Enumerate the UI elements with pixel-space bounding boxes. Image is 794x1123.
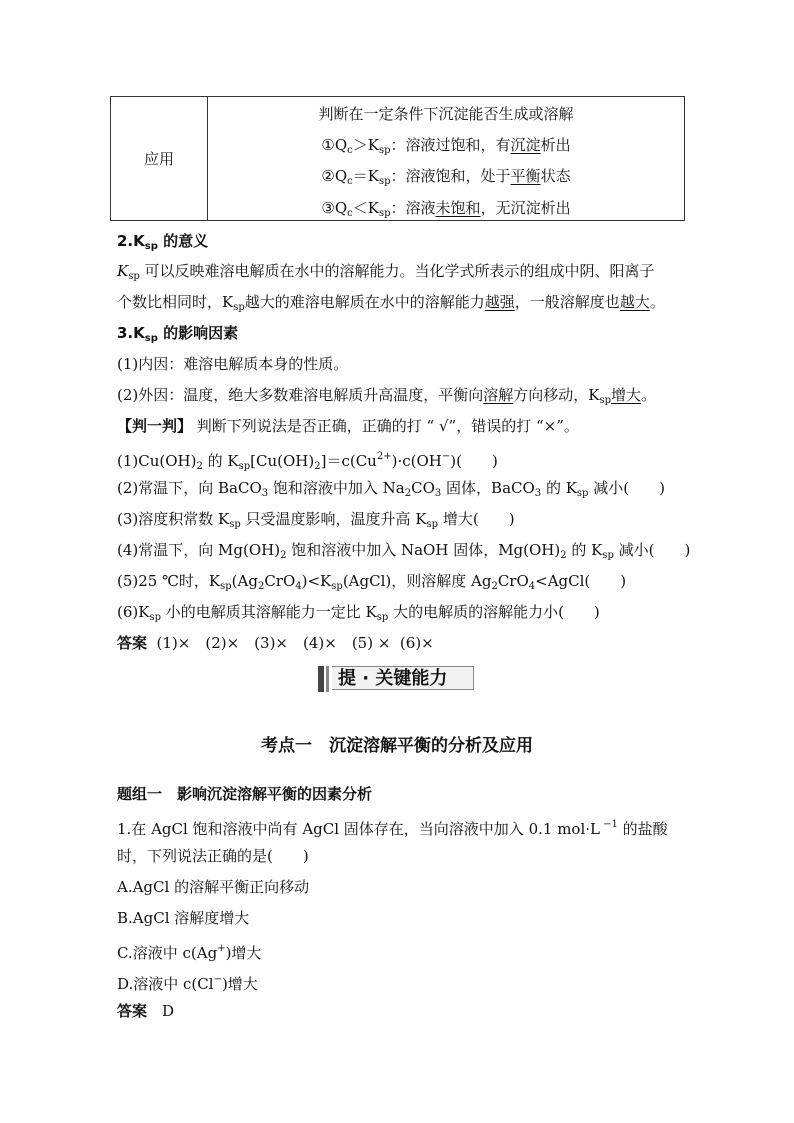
table-row-1: 判断在一定条件下沉淀能否生成或溶解 [318, 105, 574, 123]
section-2-title: $2.K_{sp}$ 的意义 [117, 232, 209, 252]
section-3-title: $3.K_{sp}$ 的影响因素 [117, 324, 239, 344]
group-title: 题组一 影响沉淀溶解平衡的因素分析 [117, 785, 373, 803]
option-d: D.溶液中 c(Cl−)增大 [117, 974, 258, 993]
banner-text: 提 · 关键能力 [332, 666, 474, 690]
table-body-cell [208, 97, 685, 221]
judge-q3: (3)溶度积常数 $K_{sp}$ 只受温度影响，温度升高 $K_{sp}$ 增大( ) [117, 510, 515, 530]
banner-bar-icon [318, 666, 324, 692]
table-row-4: $③Q_c<K_{sp}$：溶液未饱和，无沉淀析出 [321, 199, 571, 219]
option-a: A.AgCl 的溶解平衡正向移动 [117, 878, 310, 896]
section-2-para-2: 个数比相同时，$K_{sp}$越大的难溶电解质在水中的溶解能力越强，一般溶解度也越大。 [117, 293, 665, 313]
topic-heading: 考点一 沉淀溶解平衡的分析及应用 [261, 736, 533, 756]
question-1-answer: 答案 D [117, 1002, 175, 1020]
option-c: C.溶液中 c(Ag+)增大 [117, 943, 262, 962]
application-table [110, 96, 685, 221]
question-1-line-2: 时，下列说法正确的是( ) [117, 847, 309, 865]
section-2-para-1: $K_{sp}$ 可以反映难溶电解质在水中的溶解能力。当化学式所表示的组成中阴、阳离子 [117, 262, 655, 282]
judge-q2: (2)常温下，向 BaCO$_3$ 饱和溶液中加入 $Na_2CO_3$ 固体，BaCO$_3$ 的 $K_{sp}$ 减小( ) [117, 479, 665, 499]
section-banner [318, 666, 476, 692]
section-3-external: (2)外因：温度，绝大多数难溶电解质升高温度，平衡向溶解方向移动，$K_{sp}$增大。 [117, 386, 657, 406]
table-row-3: $②Q_c=K_{sp}$：溶液饱和，处于平衡状态 [321, 167, 571, 187]
banner-bar-thin-icon [326, 666, 329, 692]
judge-q4: (4)常温下，向 $Mg(OH)_2$ 饱和溶液中加入 NaOH 固体，$Mg(OH)_2$ 的 $K_{sp}$ 减小( ) [117, 541, 691, 561]
judge-answer: 答案 (1)× (2)× (3)× (4)× (5) × (6)× [117, 634, 434, 652]
table-label-text: 应用 [143, 150, 174, 168]
table-label [111, 97, 208, 221]
judge-q6: $(6)K_{sp}$ 小的电解质其溶解能力一定比 $K_{sp}$ 大的电解质的溶解能力小( ) [117, 603, 600, 623]
question-1-line-1: 1.在 AgCl 饱和溶液中尚有 AgCl 固体存在，当向溶液中加入 0.1 mol·L $^{-1}$ 的盐酸 [117, 819, 668, 838]
judge-q5: (5)25 ℃时，$K_{sp}(Ag_2CrO_4)<K_{sp}(AgCl)$，则溶解度 $Ag_2CrO_4<AgCl$( ) [117, 572, 627, 592]
judge-q1: $(1)Cu(OH)_2$ 的 $K_{sp}[Cu(OH)_2]=c(Cu^{2+})\cdot c(OH^-)$( ) [117, 451, 498, 472]
section-3-internal: (1)内因：难溶电解质本身的性质。 [117, 355, 349, 373]
table-row-2: $①Q_c>K_{sp}$：溶液过饱和，有沉淀析出 [321, 136, 571, 156]
judge-intro: 【判一判】 判断下列说法是否正确，正确的打 “ √”，错误的打 “×”。 [117, 417, 579, 435]
option-b: B.AgCl 溶解度增大 [117, 909, 250, 927]
